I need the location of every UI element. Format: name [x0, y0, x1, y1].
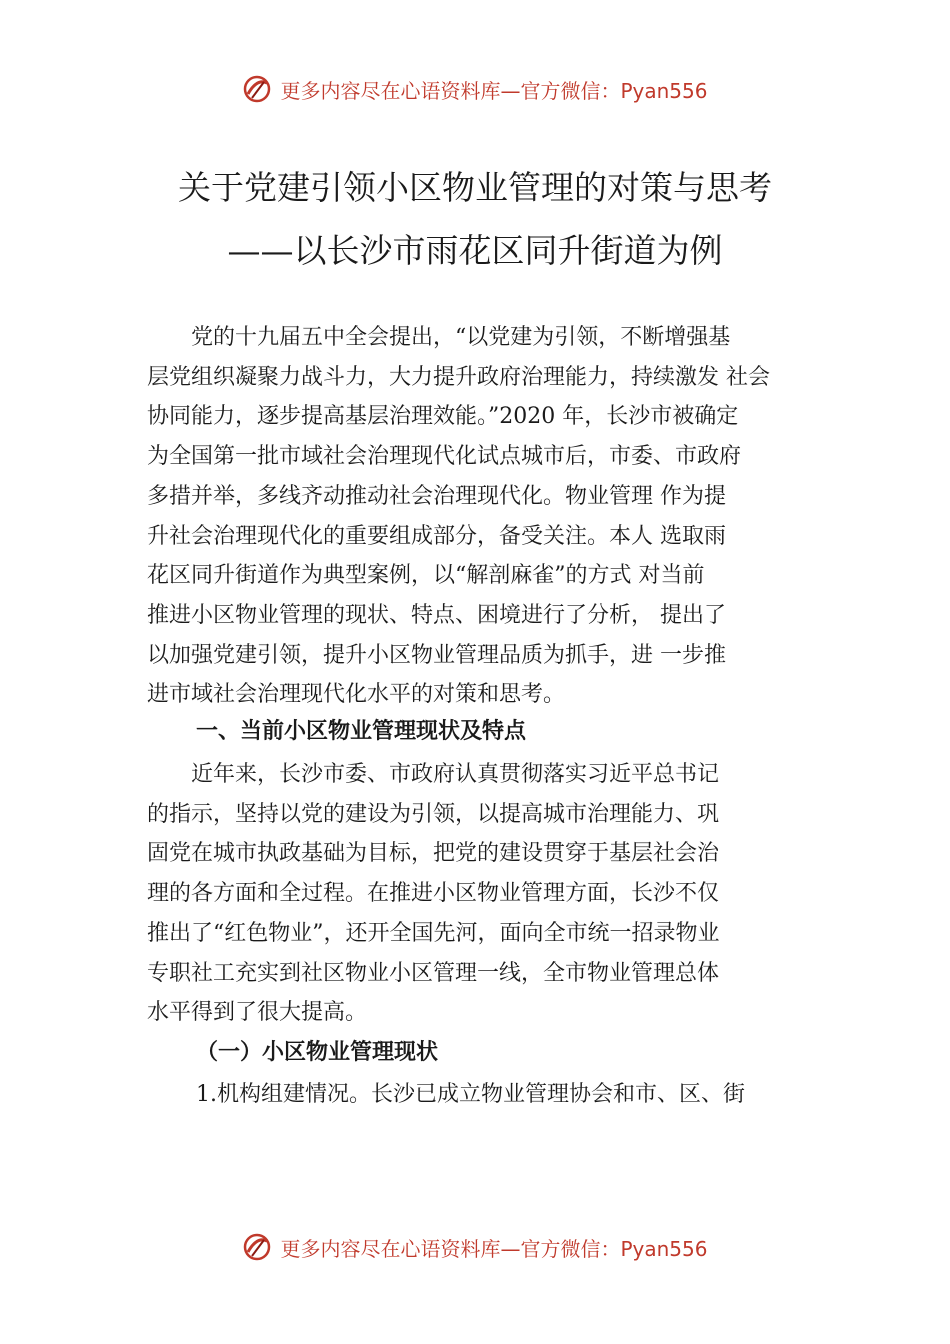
paragraph-line: 花区同升街道作为典型案例，以“解剖麻雀”的方式 对当前 — [147, 563, 705, 589]
section-heading: 一、当前小区物业管理现状及特点 — [196, 719, 527, 744]
document-subtitle: ——以长沙市雨花区同升街道为例 — [227, 231, 723, 270]
watermark-logo-icon — [242, 74, 272, 104]
watermark-text: 更多内容尽在心语资料库—官方微信：Pyan556 — [280, 1236, 708, 1261]
paragraph-line: 层党组织凝聚力战斗力，大力提升政府治理能力，持续激发 社会 — [147, 364, 770, 390]
paragraph-line: 多措并举，多线齐动推动社会治理现代化。物业管理 作为提 — [147, 483, 726, 509]
watermark-text: 更多内容尽在心语资料库—官方微信：Pyan556 — [280, 78, 708, 103]
paragraph-line: 水平得到了很大提高。 — [147, 1000, 368, 1026]
paragraph-line: 推进小区物业管理的现状、特点、困境进行了分析， 提出了 — [147, 602, 726, 628]
paragraph-line: 为全国第一批市域社会治理现代化试点城市后，市委、市政府 — [147, 444, 742, 470]
paragraph-line: 近年来，长沙市委、市政府认真贯彻落实习近平总书记 — [191, 762, 720, 787]
subsection-paragraph: 1.机构组建情况。长沙已成立物业管理协会和市、区、街 — [196, 1082, 745, 1107]
intro-paragraph — [147, 318, 837, 715]
paragraph-line: 固党在城市执政基础为目标，把党的建设贯穿于基层社会治 — [147, 841, 720, 867]
watermark-footer — [0, 1232, 950, 1262]
watermark-logo-icon — [242, 1232, 272, 1262]
subsection-heading: （一）小区物业管理现状 — [196, 1040, 439, 1065]
paragraph-line: 的指示，坚持以党的建设为引领，以提高城市治理能力、巩 — [147, 801, 720, 827]
paragraph-line: 以加强党建引领，提升小区物业管理品质为抓手，进 一步推 — [147, 642, 726, 668]
document-title: 关于党建引领小区物业管理的对策与思考 — [178, 168, 772, 207]
paragraph-line: 协同能力，逐步提高基层治理效能。”2020 年，长沙市被确定 — [147, 404, 739, 430]
section-paragraph — [147, 755, 837, 1033]
paragraph-line: 进市域社会治理现代化水平的对策和思考。 — [147, 682, 566, 708]
paragraph-line: 党的十九届五中全会提出，“以党建为引领，不断增强基 — [191, 325, 731, 350]
watermark-header — [0, 74, 950, 104]
paragraph-line: 专职社工充实到社区物业小区管理一线，全市物业管理总体 — [147, 960, 720, 986]
paragraph-line: 推出了“红色物业”，还开全国先河，面向全市统一招录物业 — [147, 920, 720, 946]
paragraph-line: 升社会治理现代化的重要组成部分，备受关注。本人 选取雨 — [147, 523, 726, 549]
paragraph-line: 理的各方面和全过程。在推进小区物业管理方面，长沙不仅 — [147, 881, 720, 907]
